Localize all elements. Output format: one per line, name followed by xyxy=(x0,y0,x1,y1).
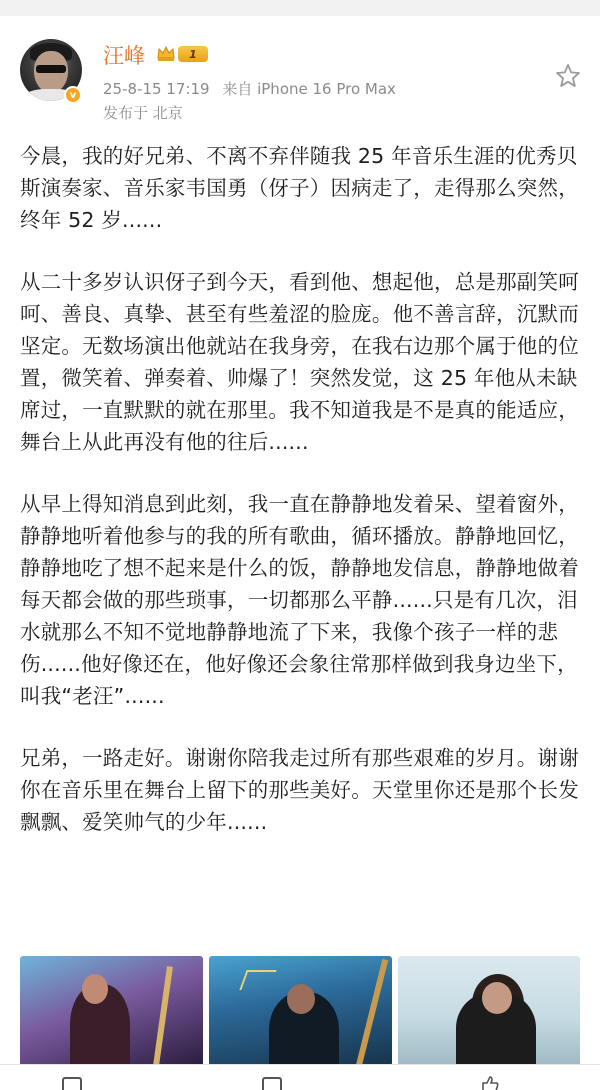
image-figure-head xyxy=(82,974,108,1004)
post-body xyxy=(20,140,585,838)
repost-icon xyxy=(62,1077,82,1090)
top-strip xyxy=(0,0,600,16)
post-image-3[interactable] xyxy=(398,956,580,1066)
image-guitar-neck xyxy=(153,966,173,1066)
post-header xyxy=(0,16,600,126)
star-icon[interactable] xyxy=(554,62,582,90)
like-button[interactable] xyxy=(480,1073,530,1090)
author-name[interactable]: 汪峰 xyxy=(103,44,145,68)
crown-icon xyxy=(155,42,177,64)
verified-badge-icon: v xyxy=(64,86,82,104)
post-source: 来自 iPhone 16 Pro Max xyxy=(222,80,396,98)
post-image-2[interactable] xyxy=(209,956,392,1066)
post-location: 发布于 北京 xyxy=(103,104,183,122)
level-badge: 1 xyxy=(178,46,208,62)
image-figure-head xyxy=(287,984,315,1014)
post-paragraph: 今晨，我的好兄弟、不离不弃伴随我 25 年音乐生涯的优秀贝斯演奏家、音乐家韦国勇（伢子）因病走了，走得那么突然，终年 52 岁...... xyxy=(20,144,579,232)
post-time: 25-8-15 17:19 xyxy=(103,80,210,98)
post-paragraph: 从二十多岁认识伢子到今天，看到他、想起他，总是那副笑呵呵、善良、真挚、甚至有些羞涩的脸庞。他不善言辞，沉默而坚定。无数场演出他就站在我身旁，在我右边那个属于他的位置，微笑着、弹奏着、帅爆了！突然发觉，这 25 年他从未缺席过，一直默默的就在那里。我不知道我是不是真的能适应，舞台上从此再没有他的往后...... xyxy=(20,270,579,454)
post-image-1[interactable] xyxy=(20,956,203,1066)
image-figure-head xyxy=(482,982,512,1014)
post-image-grid xyxy=(20,956,580,1066)
image-signature xyxy=(239,970,276,990)
avatar-glasses xyxy=(36,65,66,73)
post-paragraph: 从早上得知消息到此刻，我一直在静静地发着呆、望着窗外，静静地听着他参与的我的所有歌曲，循环播放。静静地回忆，静静地吃了想不起来是什么的饭，静静地发信息，静静地做着每天都会做的那些琐事，一切都那么平静......只是有几次，泪水就那么不知不觉地静静地流了下来，我像个孩子一样的悲伤......他好像还在，他好像还会象往常那样做到我身边坐下，叫我“老汪”...... xyxy=(20,492,579,708)
image-guitar-neck xyxy=(356,959,388,1066)
action-bar xyxy=(0,1064,600,1090)
post-meta xyxy=(103,78,396,99)
comment-icon xyxy=(262,1077,282,1090)
like-icon xyxy=(480,1075,500,1090)
post-paragraph: 兄弟，一路走好。谢谢你陪我走过所有那些艰难的岁月。谢谢你在音乐里在舞台上留下的那些美好。天堂里你还是那个长发飘飘、爱笑帅气的少年...... xyxy=(20,746,579,834)
comment-button[interactable] xyxy=(262,1073,322,1090)
repost-button[interactable] xyxy=(62,1073,122,1090)
